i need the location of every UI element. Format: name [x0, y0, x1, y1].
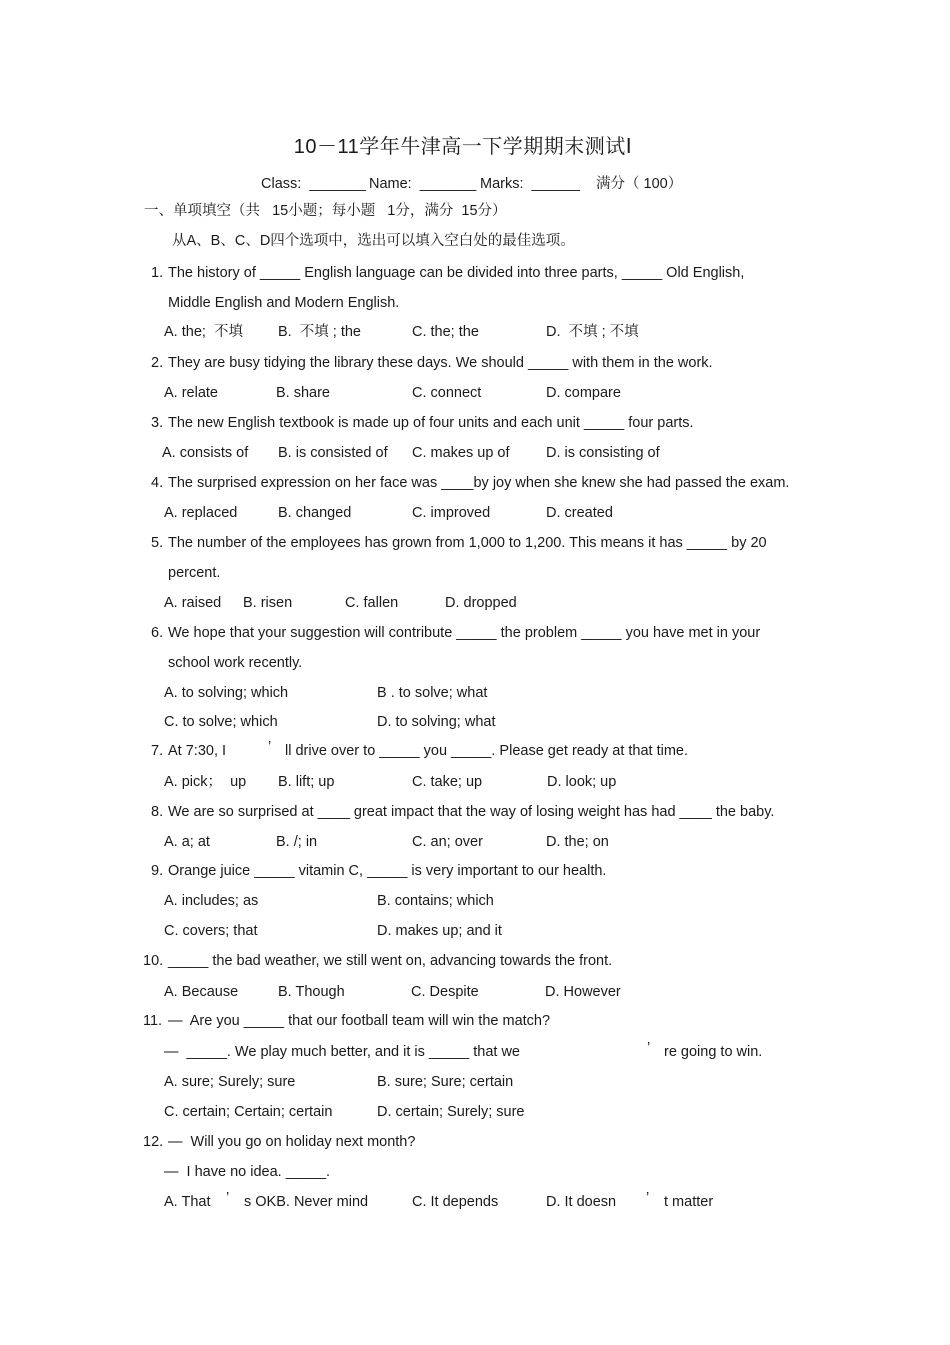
option-c: C. It depends: [412, 1194, 499, 1210]
question-text: ll drive over to _____ you _____. Please get ready at that time.: [285, 743, 689, 759]
marks-field-label: Marks: ______: [480, 176, 580, 192]
question-number: 1.: [151, 265, 164, 281]
question-text: percent.: [168, 565, 221, 581]
name-field-label: Name: _______: [369, 176, 477, 192]
question-number: 5.: [151, 535, 164, 551]
option-a: A. a; at: [164, 834, 210, 850]
question-number: 10.: [143, 953, 164, 969]
option-d: D. certain; Surely; sure: [377, 1104, 525, 1120]
option-a-apostrophe: ’: [226, 1190, 230, 1206]
option-d: D. compare: [546, 385, 621, 401]
option-d-cont: t matter: [664, 1194, 714, 1210]
question-text: — I have no idea. _____.: [164, 1164, 331, 1180]
question-text: We hope that your suggestion will contribute _____ the problem _____ you have met in your: [168, 625, 761, 641]
option-b: B. contains; which: [377, 893, 494, 909]
question-text: re going to win.: [664, 1044, 763, 1060]
question-text: — _____. We play much better, and it is _____ that we: [164, 1044, 521, 1060]
option-d: D. look; up: [547, 774, 617, 790]
option-b: B. sure; Sure; certain: [377, 1074, 514, 1090]
option-c: C. improved: [412, 505, 491, 521]
option-a: A. includes; as: [164, 893, 259, 909]
option-b: B. is consisted of: [278, 445, 388, 461]
question-text: school work recently.: [168, 655, 303, 671]
class-field-label: Class: _______: [261, 176, 366, 192]
question-text: Orange juice _____ vitamin C, _____ is very important to our health.: [168, 863, 607, 879]
question-number: 2.: [151, 355, 164, 371]
option-d: D. 不填 ; 不填: [546, 324, 639, 340]
option-d: D. to solving; what: [377, 714, 496, 730]
option-c: C. the; the: [412, 324, 479, 340]
option-c: C. certain; Certain; certain: [164, 1104, 333, 1120]
option-a: A. to solving; which: [164, 685, 289, 701]
option-c: C. covers; that: [164, 923, 258, 939]
option-c: C. fallen: [345, 595, 399, 611]
question-number: 8.: [151, 804, 164, 820]
option-c: C. connect: [412, 385, 482, 401]
question-text: The new English textbook is made up of four units and each unit _____ four parts.: [168, 415, 694, 431]
question-text: ’: [268, 739, 272, 755]
option-d-apostrophe: ’: [646, 1190, 650, 1206]
option-b: B. changed: [278, 505, 352, 521]
question-text: We are so surprised at ____ great impact that the way of losing weight has had ____ the baby.: [168, 804, 775, 820]
option-d: D. created: [546, 505, 613, 521]
page-title: 10－11学年牛津高一下学期期末测试Ⅰ: [293, 136, 633, 158]
full-marks-label: 满分（ 100）: [596, 176, 683, 192]
option-c: C. take; up: [412, 774, 483, 790]
question-text: — Are you _____ that our football team will win the match?: [168, 1013, 551, 1029]
question-number: 4.: [151, 475, 164, 491]
option-d: D. However: [545, 984, 621, 1000]
option-b: B. 不填 ; the: [278, 324, 361, 340]
option-a: A. sure; Surely; sure: [164, 1074, 296, 1090]
question-text: — Will you go on holiday next month?: [168, 1134, 416, 1150]
option-d: D. dropped: [445, 595, 517, 611]
question-text: ’: [647, 1040, 651, 1056]
question-text: Middle English and Modern English.: [168, 295, 400, 311]
option-b: B. Though: [278, 984, 345, 1000]
question-text: The surprised expression on her face was ____by joy when she knew she had passed the exam.: [168, 475, 790, 491]
option-b: B. /; in: [276, 834, 318, 850]
option-c: C. makes up of: [412, 445, 510, 461]
option-a: A. Because: [164, 984, 239, 1000]
question-text: They are busy tidying the library these days. We should _____ with them in the work.: [168, 355, 713, 371]
option-c: C. an; over: [412, 834, 483, 850]
option-d: D. makes up; and it: [377, 923, 502, 939]
section-heading: 一、单项填空（共 15小题；每小题 1分，满分 15分）: [144, 203, 507, 219]
question-text: At 7:30, I: [168, 743, 227, 759]
option-b: B. share: [276, 385, 330, 401]
question-number: 11.: [143, 1013, 163, 1029]
option-a-b: s OKB. Never mind: [244, 1194, 369, 1210]
option-c: C. Despite: [411, 984, 479, 1000]
question-number: 12.: [143, 1134, 164, 1150]
option-a: A. relate: [164, 385, 218, 401]
option-d: D. the; on: [546, 834, 609, 850]
question-text: _____ the bad weather, we still went on, advancing towards the front.: [168, 953, 613, 969]
question-number: 9.: [151, 863, 164, 879]
option-a: A. replaced: [164, 505, 238, 521]
option-b: B. risen: [243, 595, 293, 611]
option-a: A. consists of: [162, 445, 249, 461]
option-a: A. the; 不填: [164, 324, 243, 340]
option-b: B. lift; up: [278, 774, 335, 790]
question-text: The number of the employees has grown from 1,000 to 1,200. This means it has _____ by 20: [168, 535, 767, 551]
option-d: D. It doesn: [546, 1194, 617, 1210]
option-a: A. pick； up: [164, 774, 247, 790]
option-b: B . to solve; what: [377, 685, 488, 701]
section-instruction: 从A、B、C、D四个选项中，选出可以填入空白处的最佳选项。: [172, 233, 575, 249]
question-number: 7.: [151, 743, 164, 759]
question-text: The history of _____ English language can be divided into three parts, _____ Old English,: [168, 265, 745, 281]
option-a: A. raised: [164, 595, 222, 611]
question-number: 6.: [151, 625, 164, 641]
option-c: C. to solve; which: [164, 714, 278, 730]
option-a: A. That: [164, 1194, 211, 1210]
question-number: 3.: [151, 415, 164, 431]
option-d: D. is consisting of: [546, 445, 660, 461]
